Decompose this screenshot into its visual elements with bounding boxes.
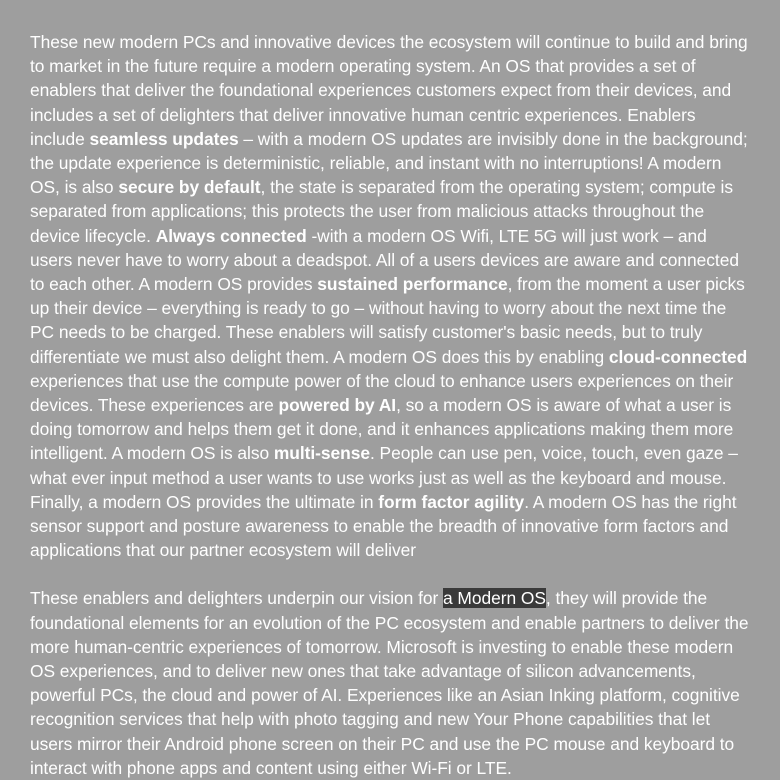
text-run: a Modern OS: [443, 588, 546, 609]
text-run: secure by default: [118, 177, 261, 198]
paragraph-1: [30, 30, 752, 562]
text-run: . People can use pen, voice, touch, even gaze – what ever input method a user wants to use works just as well as the keyboard and mouse. Finally, a modern OS provides the ultimate in: [30, 443, 738, 512]
text-run: multi-sense: [273, 443, 370, 464]
text-run: – with a modern OS updates are invisibly done in the background; the update experience is deterministic, reliable, and instant with no interruptions! A modern OS, is also: [30, 128, 748, 198]
text-run: cloud-connected: [608, 346, 748, 367]
text-run: . A modern OS has the right sensor support and posture awareness to enable the breadth of innovative form factors and applications that our partner ecosystem will deliver: [30, 491, 737, 561]
text-run: These enablers and delighters underpin our vision for: [30, 588, 443, 609]
text-run: powered by AI: [278, 395, 397, 416]
text-run: seamless updates: [89, 128, 239, 149]
text-run: -with a modern OS Wifi, LTE 5G will just work – and users never have to worry about a deadspot. All of a users devices are aware and connected to each other. A modern OS provides: [30, 225, 739, 295]
text-run: These new modern PCs and innovative devices the ecosystem will continue to build and bring to market in the future require a modern operating system. An OS that provides a set of enablers that deliver the foundational experiences customers expect from their devices, and includes a set of delighters that deliver innovative human centric experiences. Enablers include: [30, 32, 748, 149]
text-run: , the state is separated from the operating system; compute is separated from applications; this protects the user from malicious attacks throughout the device lifecycle.: [30, 177, 734, 246]
paragraph-2: [30, 586, 752, 780]
text-run: , they will provide the foundational elements for an evolution of the PC ecosystem and enable partners to deliver the more human-centric experiences of tomorrow. Microsoft is investing to enable these modern OS experiences, and to deliver new ones that take advantage of silicon advancements, powerful PCs, the cloud and power of AI. Experiences like an Asian Inking platform, cognitive recognition services that help with photo tagging and new Your Phone capabilities that let users mirror their Android phone screen on their PC and use the PC mouse and keyboard to interact with phone apps and content using either Wi-Fi or LTE.: [30, 588, 749, 778]
text-run: Always connected: [155, 225, 307, 246]
text-run: sustained performance: [317, 274, 508, 295]
text-run: , so a modern OS is aware of what a user is doing tomorrow and helps them get it done, and it enhances applications making them more intelligent. A modern OS is also: [30, 395, 734, 464]
text-run: , from the moment a user picks up their device – everything is ready to go – without having to worry about the next time the PC needs to be charged. These enablers will satisfy customer's basic needs, but to truly differentiate we must also delight them. A modern OS does this by enabling: [30, 274, 745, 367]
text-run: form factor agility: [378, 491, 525, 512]
text-run: experiences that use the compute power of the cloud to enhance users experiences on their devices. These experiences are: [30, 370, 734, 416]
